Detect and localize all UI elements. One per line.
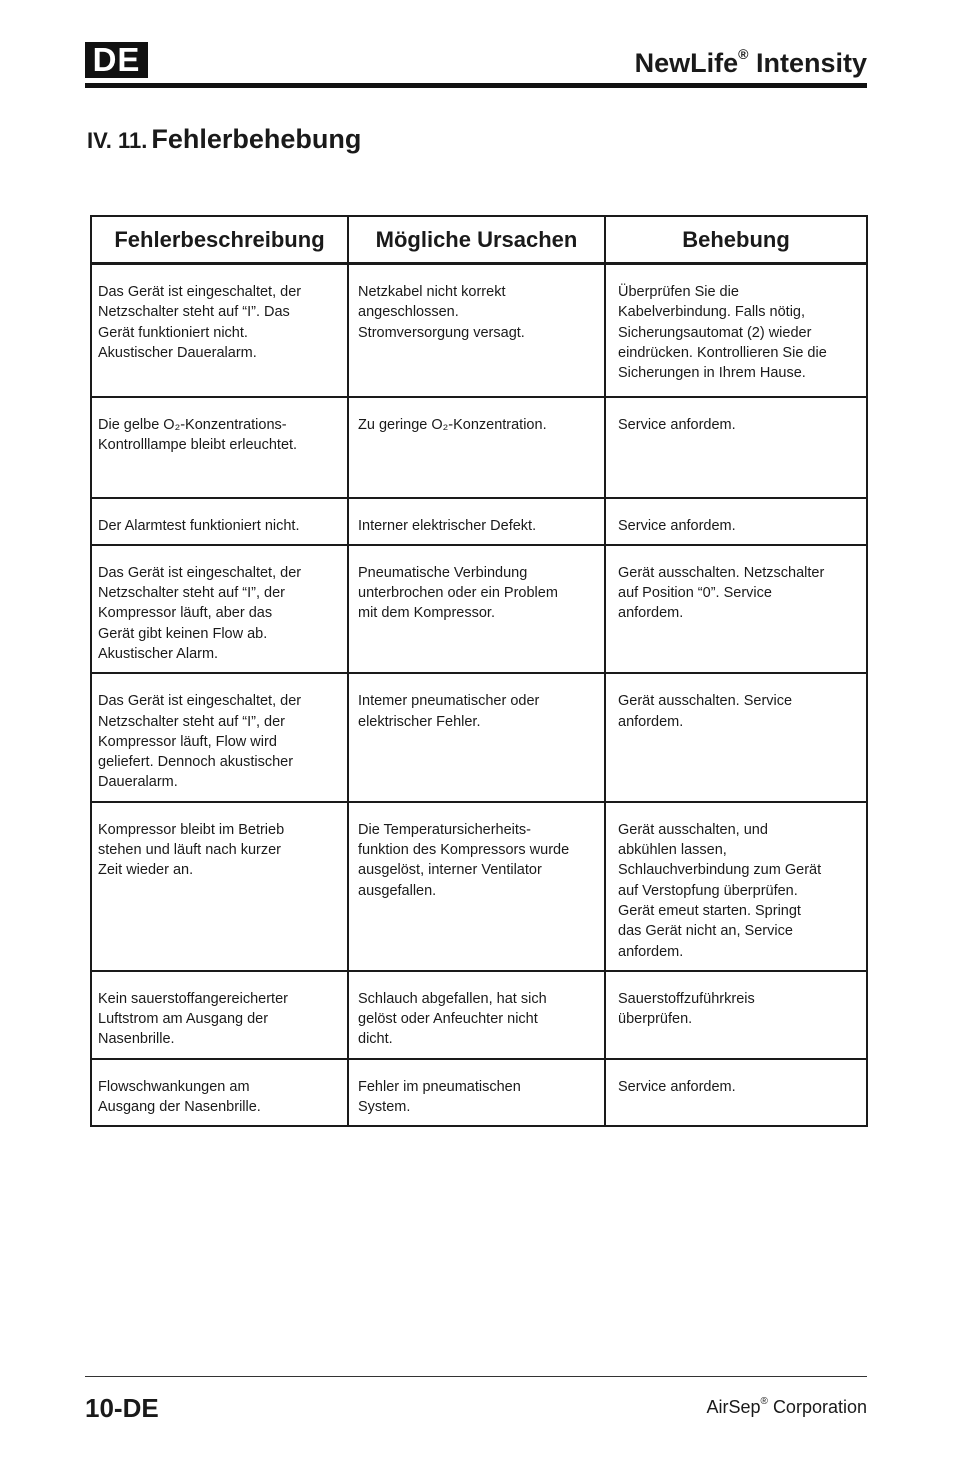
problem-cell: Der Alarmtest funktioniert nicht. bbox=[91, 498, 348, 545]
table-header-row bbox=[91, 216, 867, 264]
section-heading bbox=[87, 124, 361, 155]
cause-cell: Zu geringe O₂-Konzentration. bbox=[348, 397, 605, 498]
table-row bbox=[91, 673, 867, 801]
language-badge: DE bbox=[85, 42, 148, 78]
registered-mark: ® bbox=[738, 46, 749, 62]
troubleshooting-table bbox=[90, 215, 868, 1127]
problem-cell: Das Gerät ist eingeschaltet, der Netzschalter steht auf “I”, der Kompressor läuft, Flow wird geliefert. Dennoch akustischer Daueralarm. bbox=[91, 673, 348, 801]
problem-cell: Die gelbe O₂-Konzentrations- Kontrolllampe bleibt erleuchtet. bbox=[91, 397, 348, 498]
company-suffix: Corporation bbox=[772, 1397, 867, 1417]
problem-cell: Das Gerät ist eingeschaltet, der Netzschalter steht auf “I”, der Kompressor läuft, aber das Gerät gibt keinen Flow ab. Akustischer Alarm. bbox=[91, 545, 348, 673]
table-row bbox=[91, 971, 867, 1059]
remedy-cell: Gerät ausschalten, und abkühlen lassen, Schlauchverbindung zum Gerät auf Verstopfung überprüfen. Gerät emeut starten. Springt das Gerät nicht an, Service anfordem. bbox=[605, 802, 867, 971]
remedy-cell: Service anfordem. bbox=[605, 498, 867, 545]
problem-cell: Flowschwankungen am Ausgang der Nasenbrille. bbox=[91, 1059, 348, 1127]
cause-cell: Pneumatische Verbindung unterbrochen oder ein Problem mit dem Kompressor. bbox=[348, 545, 605, 673]
company-registered-mark: ® bbox=[760, 1396, 768, 1407]
company-brand: AirSep bbox=[706, 1397, 761, 1417]
header-rule bbox=[85, 83, 867, 88]
table-row bbox=[91, 264, 867, 397]
problem-cell: Kein sauerstoffangereicherter Luftstrom am Ausgang der Nasenbrille. bbox=[91, 971, 348, 1059]
remedy-cell: Gerät ausschalten. Netzschalter auf Position “0”. Service anfordem. bbox=[605, 545, 867, 673]
remedy-cell: Service anfordem. bbox=[605, 1059, 867, 1127]
page-number: 10-DE bbox=[85, 1393, 159, 1423]
section-number: IV. 11. bbox=[87, 128, 148, 153]
problem-cell: Das Gerät ist eingeschaltet, der Netzschalter steht auf “I”. Das Gerät funktioniert nicht. Akustischer Daueralarm. bbox=[91, 264, 348, 397]
cause-cell: Intemer pneumatischer oder elektrischer Fehler. bbox=[348, 673, 605, 801]
cause-cell: Schlauch abgefallen, hat sich gelöst oder Anfeuchter nicht dicht. bbox=[348, 971, 605, 1059]
cause-cell: Die Temperatursicherheits- funktion des Kompressors wurde ausgelöst, interner Ventilator ausgefallen. bbox=[348, 802, 605, 971]
cause-cell: Netzkabel nicht korrekt angeschlossen. Stromversorgung versagt. bbox=[348, 264, 605, 397]
remedy-cell: Gerät ausschalten. Service anfordem. bbox=[605, 673, 867, 801]
product-title bbox=[635, 40, 867, 80]
company-name bbox=[707, 1392, 867, 1419]
section-title: Fehlerbehebung bbox=[151, 124, 362, 154]
remedy-cell: Service anfordem. bbox=[605, 397, 867, 498]
table-row bbox=[91, 397, 867, 498]
remedy-cell: Überprüfen Sie die Kabelverbindung. Falls nötig, Sicherungsautomat (2) wieder eindrücken. Kontrollieren Sie die Sicherungen in Ihrem Hause. bbox=[605, 264, 867, 397]
table-row bbox=[91, 1059, 867, 1127]
remedy-cell: Sauerstoffzuführkreis überprüfen. bbox=[605, 971, 867, 1059]
problem-cell: Kompressor bleibt im Betrieb stehen und läuft nach kurzer Zeit wieder an. bbox=[91, 802, 348, 971]
column-header-cause: Mögliche Ursachen bbox=[348, 216, 605, 264]
cause-cell: Interner elektrischer Defekt. bbox=[348, 498, 605, 545]
table-row bbox=[91, 545, 867, 673]
column-header-remedy: Behebung bbox=[605, 216, 867, 264]
cause-cell: Fehler im pneumatischen System. bbox=[348, 1059, 605, 1127]
table-row bbox=[91, 802, 867, 971]
column-header-problem: Fehlerbeschreibung bbox=[91, 216, 348, 264]
product-model: Intensity bbox=[755, 48, 867, 78]
product-name: NewLife bbox=[634, 48, 739, 78]
footer-rule bbox=[85, 1376, 867, 1377]
table-row bbox=[91, 498, 867, 545]
